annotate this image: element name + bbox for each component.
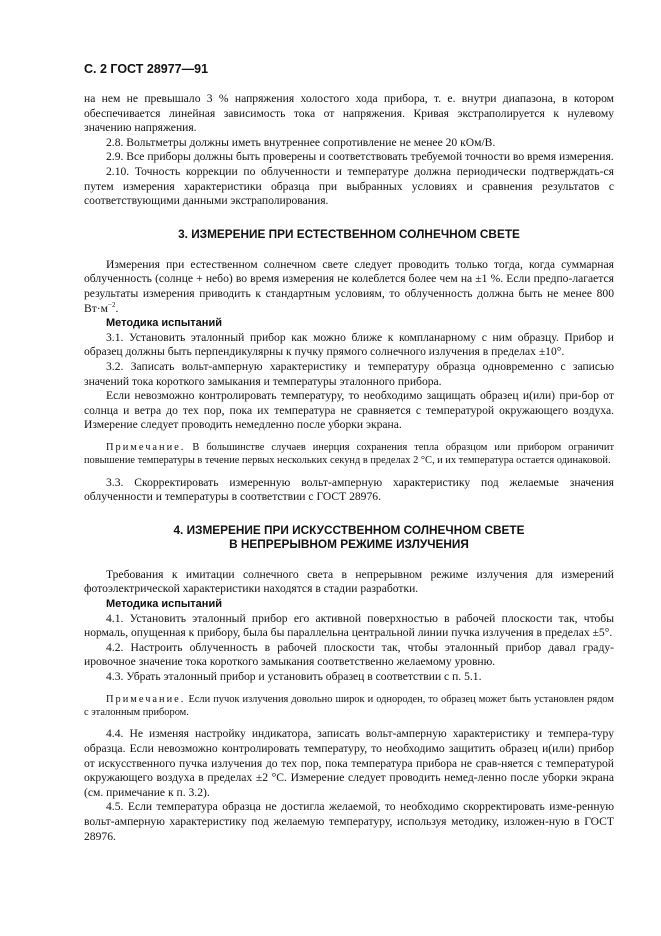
paragraph-3-2-continued: Если невозможно контролировать температуру, то необходимо защищать образец и(или) при-бор от солнца и ветра до тех пор, пока их температура не сравняется с температурой окружающего воздуха. Измерение следует проводить немедленно после уборки экрана.: [84, 389, 614, 432]
section-4-intro: Требования к имитации солнечного света в непрерывном режиме излучения для измерений фотоэлектрической характеристики находятся в стадии разработки.: [84, 567, 614, 596]
page-header: С. 2 ГОСТ 28977—91: [84, 62, 209, 76]
section-3-intro: [84, 258, 614, 316]
section-3-intro-end: .: [115, 301, 119, 315]
paragraph-2-8: 2.8. Вольтметры должны иметь внутреннее сопротивление не менее 20 кОм/В.: [106, 135, 496, 149]
paragraph-4-5: 4.5. Если температура образца не достигла желаемой, то необходимо скорректировать изме-ренную вольт-амперную характеристику под желаемую температуру, используя методику, изложен-ную в ГОСТ 28976.: [84, 800, 614, 843]
paragraph-3-2: 3.2. Записать вольт-амперную характеристику и температуру образца одновременно с записью значений тока короткого замыкания и температуры эталонного прибора.: [84, 359, 614, 388]
paragraph-4-1: 4.1. Установить эталонный прибор его активной поверхностью в рабочей плоскости так, чтобы нормаль, опущенная к прибору, была бы параллельна центральной линии пучка излучения в пределах ±5°.: [84, 611, 614, 640]
section-4-title: [84, 523, 614, 551]
section-4-method-label: Методика испытаний: [106, 598, 222, 611]
section-3-title: 3. ИЗМЕРЕНИЕ ПРИ ЕСТЕСТВЕННОМ СОЛНЕЧНОМ СВЕТЕ: [178, 226, 520, 241]
document-page: [84, 62, 614, 844]
section-4-title-line-1: 4. ИЗМЕРЕНИЕ ПРИ ИСКУССТВЕННОМ СОЛНЕЧНОМ СВЕТЕ: [173, 522, 525, 537]
note-label: Примечание.: [106, 441, 186, 453]
paragraph-4-3: 4.3. Убрать эталонный прибор и установить образец в соответствии с п. 5.1.: [106, 670, 482, 684]
note-text: В большинстве случаев инерция сохранения тепла образцом или прибором ограничит повышение температуры в течение первых нескольких секунд в пределах 2 °С, и их температура остается одинаковой.: [84, 441, 614, 467]
paragraph-4-2: 4.2. Настроить облученность в рабочей плоскости так, чтобы эталонный прибор давал граду-ировочное значение тока короткого замыкания соответственно желаемому уровню.: [84, 640, 614, 669]
paragraph-4-4: 4.4. Не изменяя настройку индикатора, записать вольт-амперную характеристику и темпера-туру образца. Если невозможно контролировать температуру, то необходимо защитить образец и(или) прибор от искусственного пучка излучения до тех пор, пока температура прибора не срав-няется с температурой окружающего воздуха в пределах ±2 °С. Измерение следует проводить немед-ленно после уборки экрана (см. примечание к п. 3.2).: [84, 727, 614, 799]
paragraph-continuation: на нем не превышало 3 % напряжения холостого хода прибора, т. е. внутри диапазона, в котором обеспечивается линейная зависимость тока от напряжения. Кривая экстраполируется к нулевому значению напряжения.: [84, 92, 614, 135]
note-text: Если пучок излучения довольно широк и однороден, то образец может быть установлен рядом с эталонным прибором.: [84, 693, 614, 719]
paragraph-3-3: 3.3. Скорректировать измеренную вольт-амперную характеристику под желаемые значения облученности и температуры в соответствии с ГОСТ 28976.: [84, 475, 614, 504]
section-4-title-line-2: В НЕПРЕРЫВНОМ РЕЖИМЕ ИЗЛУЧЕНИЯ: [229, 536, 469, 551]
unit-exponent: −2: [108, 300, 116, 309]
section-3-intro-text: Измерения при естественном солнечном свете следует проводить только тогда, когда суммарная облученность (солнце + небо) во время измерения не колеблется более чем на ±1 %. Если предпо-лагается результаты измерения приводить к стандартным условиям, то облученность должна быть не менее 800 Вт·м: [84, 257, 614, 315]
paragraph-2-10: 2.10. Точность коррекции по облученности и температуре должна периодически подтверждать-ся путем измерения характеристики образца при выбранных условиях и сравнения результатов с соответствующими данными экстраполирования.: [84, 164, 614, 208]
paragraph-3-1: 3.1. Установить эталонный прибор как можно ближе к компланарному с ним образцу. Прибор и образец должны быть перпендикулярны к пучку прямого солнечного излучения в пределах ±10°.: [84, 330, 614, 359]
paragraph-2-9: 2.9. Все приборы должны быть проверены и соответствовать требуемой точности во время измерения.: [106, 150, 614, 164]
section-3-note: [84, 441, 614, 468]
section-4-note: [84, 693, 614, 720]
section-3-method-label: Методика испытаний: [106, 317, 222, 330]
note-label: Примечание.: [106, 693, 186, 705]
